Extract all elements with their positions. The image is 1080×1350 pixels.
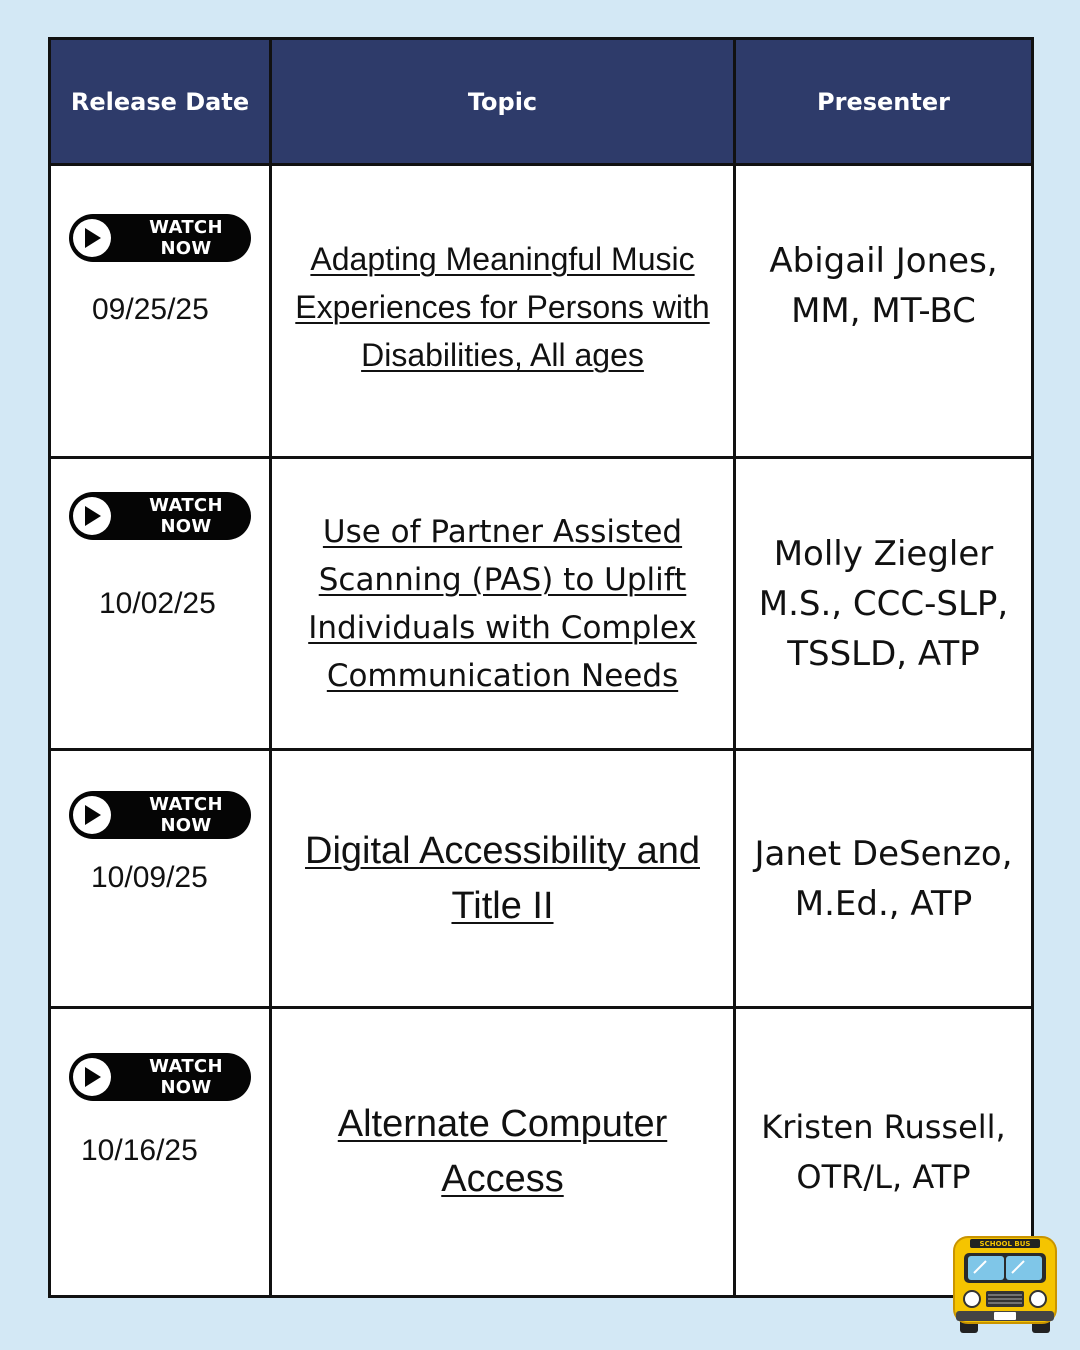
topic-link[interactable]: Digital Accessibility and Title II <box>305 829 700 927</box>
presenter-name: Abigail Jones, MM, MT-BC <box>769 241 998 331</box>
play-icon <box>73 219 111 257</box>
presenter-cell <box>736 166 1031 459</box>
release-date: 10/09/25 <box>91 861 208 894</box>
watch-now-button[interactable] <box>69 1053 251 1101</box>
topic-cell <box>272 751 736 1009</box>
topic-cell <box>272 1009 736 1295</box>
watch-now-button[interactable] <box>69 791 251 839</box>
school-bus-icon <box>950 1233 1060 1335</box>
presenter-name: Molly Ziegler M.S., CCC-SLP, TSSLD, ATP <box>758 533 1009 674</box>
watch-now-button[interactable] <box>69 492 251 540</box>
header-release-date: Release Date <box>51 40 272 166</box>
play-icon <box>73 497 111 535</box>
presenter-name: Kristen Russell, OTR/L, ATP <box>761 1108 1006 1196</box>
header-topic: Topic <box>272 40 736 166</box>
header-presenter: Presenter <box>736 40 1031 166</box>
release-date: 10/02/25 <box>99 587 216 620</box>
topic-link[interactable]: Use of Partner Assisted Scanning (PAS) to Uplift Individuals with Complex Communication Needs <box>308 513 697 694</box>
watch-now-label: WATCH NOW <box>149 217 223 259</box>
topic-cell <box>272 459 736 751</box>
bus-sign: SCHOOL BUS <box>979 1240 1031 1248</box>
watch-now-label: WATCH NOW <box>149 1056 223 1098</box>
watch-now-label: WATCH NOW <box>149 794 223 836</box>
release-date-cell <box>51 166 272 459</box>
schedule-table <box>48 37 1034 1298</box>
release-date-cell <box>51 751 272 1009</box>
release-date: 09/25/25 <box>92 293 209 326</box>
watch-now-label: WATCH NOW <box>149 495 223 537</box>
presenter-name: Janet DeSenzo, M.Ed., ATP <box>754 833 1013 924</box>
release-date-cell <box>51 1009 272 1295</box>
topic-link[interactable]: Alternate Computer Access <box>337 1103 668 1200</box>
release-date: 10/16/25 <box>81 1134 198 1167</box>
presenter-cell <box>736 459 1031 751</box>
watch-now-button[interactable] <box>69 214 251 262</box>
topic-cell <box>272 166 736 459</box>
release-date-cell <box>51 459 272 751</box>
play-icon <box>73 796 111 834</box>
presenter-cell <box>736 751 1031 1009</box>
topic-link[interactable]: Adapting Meaningful Music Experiences for Persons with Disabilities, All ages <box>295 241 710 373</box>
play-icon <box>73 1058 111 1096</box>
